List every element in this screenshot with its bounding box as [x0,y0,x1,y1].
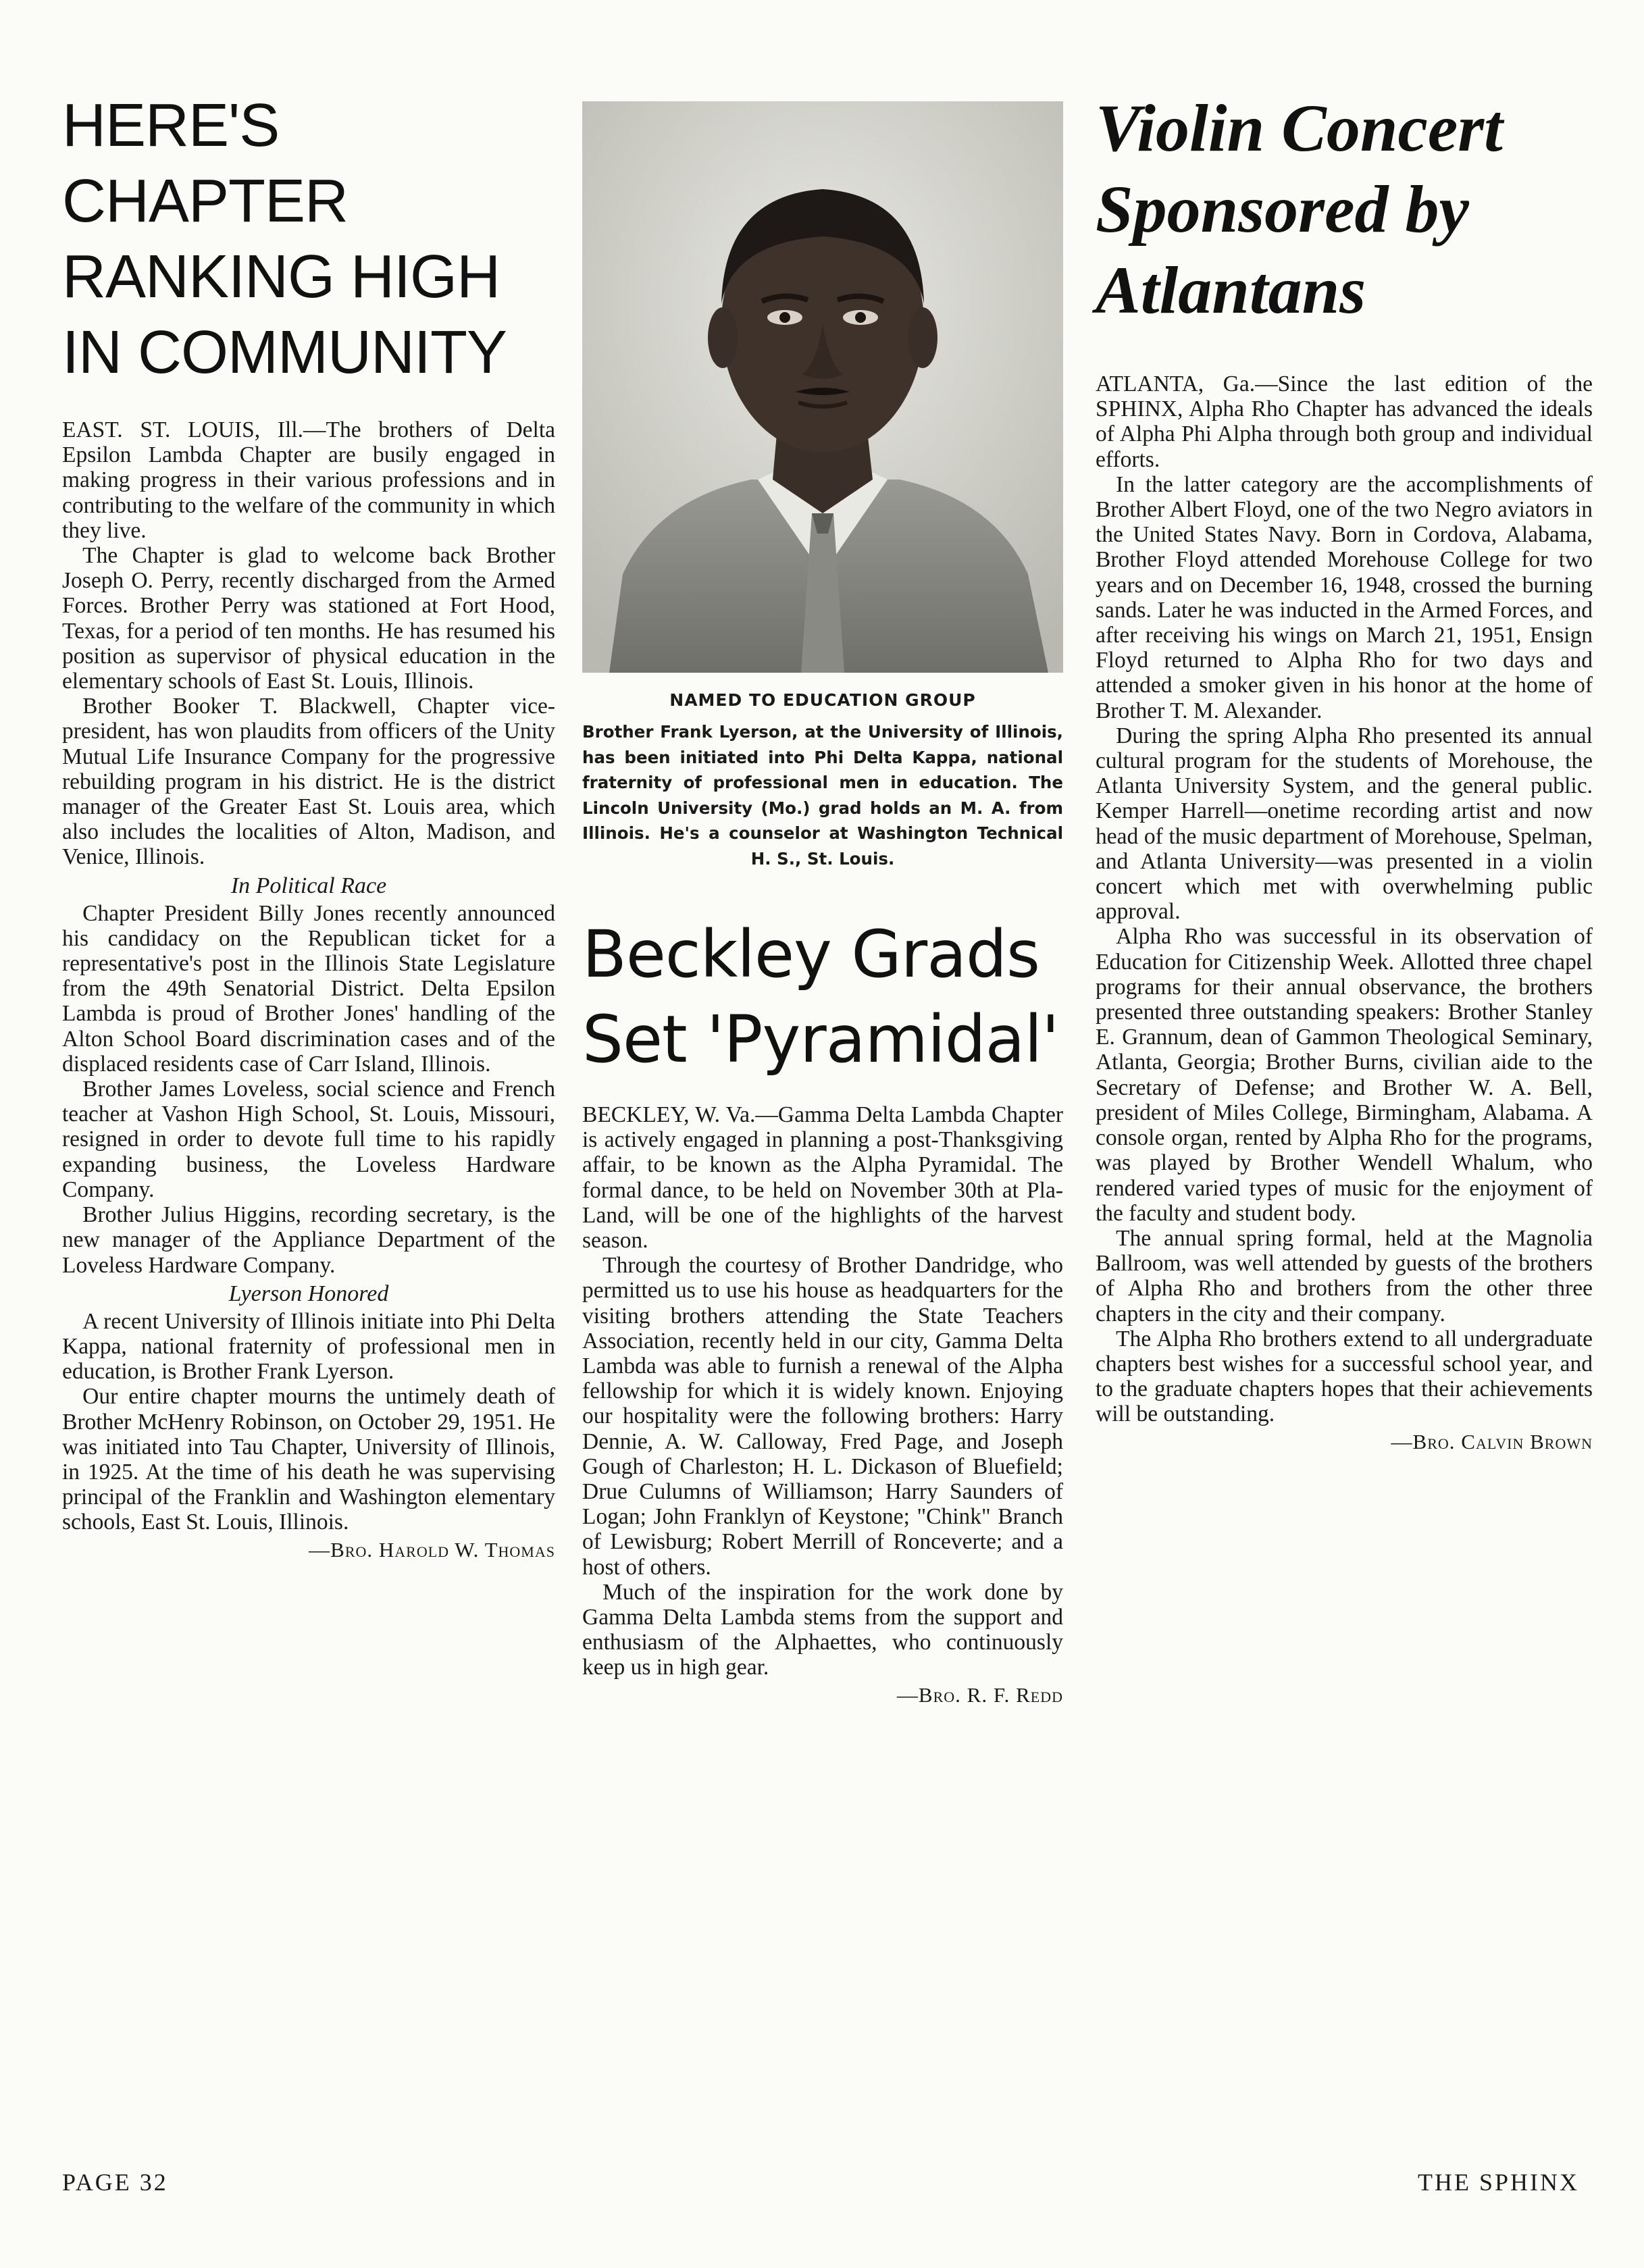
headline-line: HERE'S CHAPTER [62,92,349,235]
portrait-photo-icon [582,101,1063,673]
publication-name: THE SPHINX [1417,2169,1579,2196]
byline: —Bro. R. F. Redd [896,1682,1063,1707]
article-chapter-ranking [62,88,555,1562]
headline-line: IN COMMUNITY [62,319,507,386]
byline: —Bro. Calvin Brown [1391,1429,1593,1453]
paragraph: BECKLEY, W. Va.—Gamma Delta Lambda Chapter is actively engaged in planning a post-Thanksgiving affair, to be known as the Alpha Pyramidal. The formal dance, to be held on November 30th at Pla-Land, will be one of the highlights of the harvest season. [582,1102,1063,1254]
headline-violin-concert [1096,88,1593,331]
subhead-political-race: In Political Race [230,873,387,898]
paragraph: Brother Julius Higgins, recording secretary, is the new manager of the Appliance Department of the Loveless Hardware Company. [62,1202,555,1278]
paragraph: A recent University of Illinois initiate into Phi Delta Kappa, national fraternity of professional men in education, is Brother Frank Lyerson. [62,1308,555,1385]
paragraph: Chapter President Billy Jones recently announced his candidacy on the Republican ticket for a representative's post in the Illinois State Legislature from the 49th Senatorial District. Delta Epsilon Lambda is proud of Brother Jones' handling of the Alton School Board discrimination cases and of the displaced residents case of Carr Island, Illinois. [62,900,555,1077]
headline-line: Sponsored by [1096,172,1469,247]
caption-title: NAMED TO EDUCATION GROUP [669,690,976,710]
headline-line: Beckley Grads [582,917,1039,992]
paragraph: In the latter category are the accomplishments of Brother Albert Floyd, one of the two Negro aviators in the United States Navy. Born in Cordova, Alabama, Brother Floyd attended Morehouse College for two years and on December 16, 1948, crossed the burning sands. Later he was inducted in the Armed Forces, and after receiving his wings on March 21, 1951, Ensign Floyd returned to Alpha Rho for two days and attended a smoker given in his honor at the home of Brother T. M. Alexander. [1096,471,1593,723]
paragraph: Through the courtesy of Brother Dandridge, who permitted us to use his house as headquarters for the visiting brothers attending the State Teachers Association, recently held in our city, Gamma Delta Lambda was able to furnish a renewal of the Alpha fellowship for which it is widely known. Enjoying our hospitality were the following brothers: Harry Dennie, A. W. Calloway, Fred Page, and Joseph Gough of Charleston; H. L. Dickason of Bluefield; Drue Culumns of Williamson; Harry Saunders of Logan; John Franklyn of Keystone; "Chink" Branch of Lewisburg; Robert Merrill of Ronceverte; and a host of others. [582,1253,1063,1580]
article-body [62,417,555,1535]
paragraph: Brother James Loveless, social science and French teacher at Vashon High School, St. Louis, Missouri, resigned in order to devote full time to his rapidly expanding business, the Loveless Hardware Company. [62,1077,555,1202]
paragraph: Our entire chapter mourns the untimely death of Brother McHenry Robinson, on October 29, 1951. He was initiated into Tau Chapter, University of Illinois, in 1925. At the time of his death he was supervising principal of the Franklin and Washington elementary schools, East St. Louis, Illinois. [62,1384,555,1535]
paragraph: Brother Booker T. Blackwell, Chapter vice-president, has won plaudits from officers of the Unity Mutual Life Insurance Company for the progressive rebuilding program in his district. He is the district manager of the Greater East St. Louis area, which also includes the localities of Alton, Madison, and Venice, Illinois. [62,694,555,870]
page-number: PAGE 32 [62,2169,168,2196]
paragraph: The annual spring formal, held at the Magnolia Ballroom, was well attended by guests of the brothers of Alpha Rho and brothers from the other three chapters in the city and their company. [1096,1225,1593,1326]
paragraph: During the spring Alpha Rho presented its annual cultural program for the students of Morehouse, the Atlanta University System, and the general public. Kemper Harrell—onetime recording artist and now head of the music department of Morehouse, Spelman, and Atlanta University—was presented in a violin concert which met with overwhelming public approval. [1096,723,1593,925]
article-beckley-grads [582,88,1063,1707]
headline-line: Set 'Pyramidal' [582,1002,1059,1077]
photo-caption [582,690,1063,871]
paragraph: The Chapter is glad to welcome back Brother Joseph O. Perry, recently discharged from the Armed Forces. Brother Perry was stationed at Fort Hood, Texas, for a period of ten months. He has resumed his position as supervisor of physical education in the elementary schools of East St. Louis, Illinois. [62,543,555,694]
headline-chapter-ranking [62,88,555,390]
paragraph: ATLANTA, Ga.—Since the last edition of the SPHINX, Alpha Rho Chapter has advanced the ideals of Alpha Phi Alpha through both group and individual efforts. [1096,371,1593,472]
headline-line: Atlantans [1096,253,1366,328]
paragraph: The Alpha Rho brothers extend to all undergraduate chapters best wishes for a successful school year, and to the graduate chapters hopes that their achievements will be outstanding. [1096,1326,1593,1427]
headline-beckley-grads [582,912,1063,1082]
headline-line: Violin Concert [1096,91,1503,165]
paragraph: Alpha Rho was successful in its observation of Education for Citizenship Week. Allotted three chapel programs for their annual observance, the brothers presented three outstanding speakers: Brother Stanley E. Grannum, dean of Gammon Theological Seminary, Atlanta, Georgia; Brother Burns, civilian aide to the Secretary of Defense; and Brother W. A. Bell, president of Miles College, Birmingham, Alabama. A console organ, rented by Alpha Rho for the programs, was played by Brother Wendell Whalum, who rendered varied types of music for the enjoyment of the faculty and student body. [1096,924,1593,1226]
portrait-illustration [582,101,1063,673]
paragraph: EAST. ST. LOUIS, Ill.—The brothers of Delta Epsilon Lambda Chapter are busily engaged in making progress in their various professions and in contributing to the welfare of the community in which they live. [62,417,555,543]
byline: —Bro. Harold W. Thomas [309,1537,555,1562]
caption-text: Brother Frank Lyerson, at the University of Illinois, has been initiated into Phi Delta Kappa, national fraternity of professional men in education. The Lincoln University (Mo.) grad holds an M. A. from Illinois. He's a counselor at Washington Technical H. S., St. Louis. [582,722,1063,869]
subhead-lyerson-honored: Lyerson Honored [228,1281,389,1306]
paragraph: Much of the inspiration for the work done by Gamma Delta Lambda stems from the support and enthusiasm of the Alphaettes, who continuously keep us in high gear. [582,1579,1063,1680]
article-body [582,1102,1063,1680]
article-violin-concert [1096,88,1593,1454]
article-body [1096,371,1593,1427]
headline-line: RANKING HIGH [62,243,500,311]
